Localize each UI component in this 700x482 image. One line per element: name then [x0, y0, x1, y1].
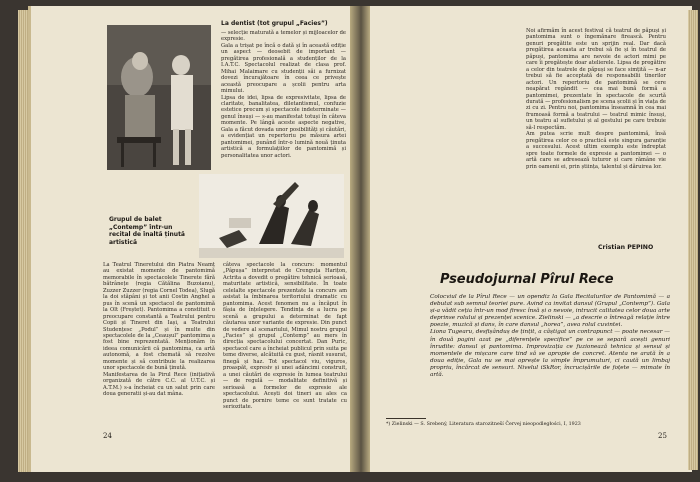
footnote: *) Zielinski — S. Srebený, Literatura starozitneší Červej nieopodległości, I, 1923: [386, 422, 581, 427]
left-upper-text: — selecție maturată a temelor și mijloacelor de expresie. Gala a trișat pe încă o dată și în această ediție un aspect — deosebit de important — pregătirea profesională a studenților de la I.A.T.C. Spectacolul realizat de clasa prof. Mihai Malaimare cu studenții săi a furnizat dovezi încurajătoare în ceea ce privește această preocupare a școlii pentru arta mimului. Lipsa de idei, lipsa de expresivitate, lipsa de claritate, banalitatea, diletantismul, confuzie estetice precum și spectacole indeterminate — genul însuși — s-au manifestat totuși în câteva momente. Pe lângă aceste aspecte negative, Gala a făcut dovada unor posibilități și căutări, a evidențiat un repertoriu pe măsura artei pantomimei, punând într-o lumină nouă ținuta artistică a formulațiilor de pantomimă și personalitatea unor actori.: [221, 30, 346, 159]
left-bottom-text-1: La Teatrul Tineretului din Piatra Neamț au existat momente de pantomimă memorabile în spectacolele Tinerete fără bătrânețe (regia Cătălina Buzoianu), Zuzzer Zuzzer (regia Cornel Todea), Slugă la doi stăpâni și tot anii Costin Anghel a pus în scenă un spectacol de pantomimă la Olt (Freștet). Pantomima a constituit o preocupare constantă a Teatrului pentru Copii și Tineret din Iași, a Teatrului Studențesc „Podul” și în multe din spectacolele de la „Ceaușul” pantomima a fost bine reprezentată. Menționăm în ideea comunicării că pantomima, ca artă autonomă, a fost chemată să rezolve momente și să contribuie la realizarea unor spectacole de bună ținută. Manifestarea de la Pirul Rece (inițiativă organizată de către C.C. al U.T.C. și A.T.M.) s-a încheiat cu un salut prin care doua generatii și-au dat mâna.: [103, 262, 215, 398]
photo-dentist: [107, 25, 211, 170]
left-page: [28, 6, 353, 472]
article-intro-text: Colocviul de la Pîrul Rece — un opendiz la Gala Recitalurilor de Pantomimă — a debutat sub semnul teoriei pure. Avind ca invitat dansul (Grupul „Contemp”). Gala și-a vădit ceția într-un mod firesc însă și o nevoie, intrucit calitatea celor doua arte deprinse rolului și prezenței scenice. Zielinski — „a descrie o întreagă relație între poezie, muzică și dans, în care dansul „horea”, avea rolul cuvintei. Liona Tugearu, desfișânduș de țințit, a câștigat un contrapunct — poate necesar — în două pagini azat pe „diferențele specifice” pe ce se separă acești genuri înrudite: dansul și pantomima. Improvizația ce fuzionează tehnica și sensul și momentele de mișcare care tind să se apropie de concret. Atenta ne arată în a doua ediție, Gala nu se mai oprește la simple împrumuturi, ci caută un limbaj propriu, încărcat de sensuri. Nivelul iSkRor, încrucișările de foțete — mimate în artă.: [430, 294, 670, 379]
photo-caption-ballet: Grupul de balet „Contemp” într-un recital de înaltă ținută artistică: [109, 216, 185, 246]
page-number-left: 24: [103, 432, 112, 440]
page-number-right: 25: [658, 432, 667, 440]
photo-caption-dentist: La dentist (tot grupul „Facies”): [221, 20, 328, 27]
right-column-upper: [526, 28, 666, 236]
left-column-bottom-2: [223, 262, 347, 422]
author-signature: Cristian PEPINO: [598, 244, 654, 251]
article-title: Pseudojurnal Pîrul Rece: [440, 272, 614, 287]
open-magazine: [18, 6, 688, 476]
left-column-upper: [221, 30, 346, 170]
page-edges-right: [688, 10, 698, 470]
right-upper-text: Noi afirmăm în acest festival că teatrul de păpuși și pantomima sunt o îngemănare firească. Pentru genuri pregătite este un sprijin real. Dar dacă pregătirea aceasta ar trebui să fie și în teatrul de păpuși, pantomima are nevoie de actori mimi pe care îi pregătește doar atelierele. Lipsa de pregătire a celor din teatrele de păpuși se face simțită — n-ar trebui să fie acceptată de responsabilii tinerilor actori. Un repertoriu de pantomimă se cere neapărat regândit — cea mai bună formă a pantomimei, prezentate în spectacole de scurtă durată — profesionalism pe scena școlii și în viața de zi cu zi. Pentru noi, pantomima înseamnă în cea mai frumoasă formă a teatrului — teatrul mimic însuși, un teatru al sufletului și al gestului pe care trebuie să-l respectăm. Am putea scrie mult despre pantomimă, însă pregătirea celor ce o practică este singura garanție a succesului. Acest ultim exemplu este îndreptat spre toate formele de expresie a pantomimei — o artă care se adresează tuturor și care rămâne vie prin oamenii ei, prin știința, talentul și dăruirea lor.: [526, 28, 666, 170]
photo-ballet: [199, 174, 344, 258]
left-column-bottom-1: [103, 262, 215, 422]
footnote-rule: [386, 418, 426, 419]
book-spine: [350, 6, 370, 472]
left-bottom-text-2: câteva spectacole la concurs: momentul „Pâpușa” interpretat de Crenguța Harițon, Actrita a dovedit o pregătire tehnică serioasă, maturitate artistică, sensibilitate. În toate celelalte spectacole prezentate la concurs am asistat la îmbinarea teritoriului dramatic cu pantomima. Acest fenomen nu a încăput în fâșia de înțelegere. Tendința de a lucra pe scenă a grupului a determinat de fapt căutarea unor variante de expresie. Din punct de vedere al scenariului, Mimul nostru grupul „Facies” și grupul „Contemp” au mers în direcția spectacolului concertat. Dan Puric, spectacol care a încheiat publicul prin suita pe teme diverse, alcătuită cu gust, râsnit susurat, finegă și haz. Tot spectacol viu, viguros, proaspăt, expresiv și unei adâncimi construit, a unei căutări de expresie în lumea teatrului — de regulă — modalitate definitivă și serioasă a formelor de expresie ale spectacolului. Acești doi tineri au ales ca punct de pornire teme ce sunt tratate cu seriozitate.: [223, 262, 347, 410]
right-page: [370, 6, 692, 472]
article-intro: [430, 294, 670, 414]
